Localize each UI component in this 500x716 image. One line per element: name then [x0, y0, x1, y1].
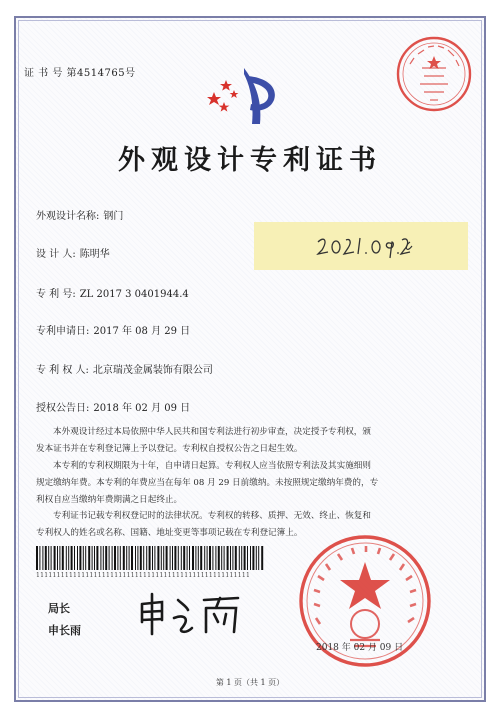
body-paragraph-1: [36, 424, 466, 458]
design-name-value: 钢门: [103, 211, 124, 222]
body-line: 本外观设计经过本局依照中华人民共和国专利法进行初步审查，决定授予专利权，颁: [53, 427, 371, 437]
body-line: 专利证书记载专利权登记时的法律状况。专利权的转移、质押、无效、终止、恢复和: [53, 511, 371, 521]
grant-date-value: 2018 年 02 月 09 日: [93, 403, 191, 414]
filing-date-value: 2017 年 08 月 29 日: [93, 326, 191, 337]
grant-date-field: [36, 399, 190, 414]
signatory-name: 申长雨: [48, 624, 81, 637]
body-line: 利权自应当缴纳年费期满之日起终止。: [36, 495, 183, 505]
signature-image: [134, 588, 254, 638]
designer-field: [36, 245, 110, 260]
patentee-label: 专 利 权 人:: [36, 365, 89, 376]
cnipa-emblem-icon: [204, 66, 288, 126]
patentee-field: [36, 361, 213, 376]
design-name-label: 外观设计名称:: [36, 211, 100, 222]
body-line: 本专利的专利权期限为十年，自申请日起算。专利权人应当依照专利法及其实施细则: [53, 461, 371, 471]
barcode: [36, 546, 266, 570]
top-right-seal-icon: [394, 34, 474, 114]
designer-value: 陈明华: [79, 249, 110, 260]
page-footer: 第 1 页（共 1 页）: [215, 678, 285, 687]
filing-date-label: 专利申请日:: [36, 326, 90, 337]
body-line: 发本证书并在专利登记簿上予以登记。专利权自授权公告之日起生效。: [36, 444, 303, 454]
barcode-number: 1111111111111111111111111111111111111111111111111111: [36, 572, 251, 579]
cert-number-label: 证 书 号 第: [24, 68, 78, 79]
patent-number-value: ZL 2017 3 0401944.4: [79, 289, 189, 300]
body-line: 规定缴纳年费。本专利的年费应当在每年 08 月 29 日前缴纳。未按照规定缴纳年费的，专: [36, 478, 379, 488]
design-name-field: [36, 207, 123, 222]
signatory-role: 局长: [48, 602, 70, 615]
designer-label: 设 计 人:: [36, 249, 76, 260]
cert-number-value: 4514765: [77, 68, 126, 79]
seal-date: 2018 年 02 月 09 日: [316, 643, 404, 653]
body-paragraph-2: [36, 458, 466, 509]
patentee-value: 北京瑞茂金属装饰有限公司: [92, 365, 213, 376]
patent-number-field: [36, 285, 189, 300]
handwritten-date-note: [314, 232, 414, 262]
body-line: 专利权人的姓名或名称、国籍、地址变更等事项记载在专利登记簿上。: [36, 528, 303, 538]
cert-number-suffix: 号: [125, 68, 136, 79]
document-title: 外观设计专利证书: [118, 145, 382, 176]
grant-date-label: 授权公告日:: [36, 403, 90, 414]
filing-date-field: [36, 322, 190, 337]
patent-number-label: 专 利 号:: [36, 289, 76, 300]
certificate-number: [24, 64, 136, 79]
